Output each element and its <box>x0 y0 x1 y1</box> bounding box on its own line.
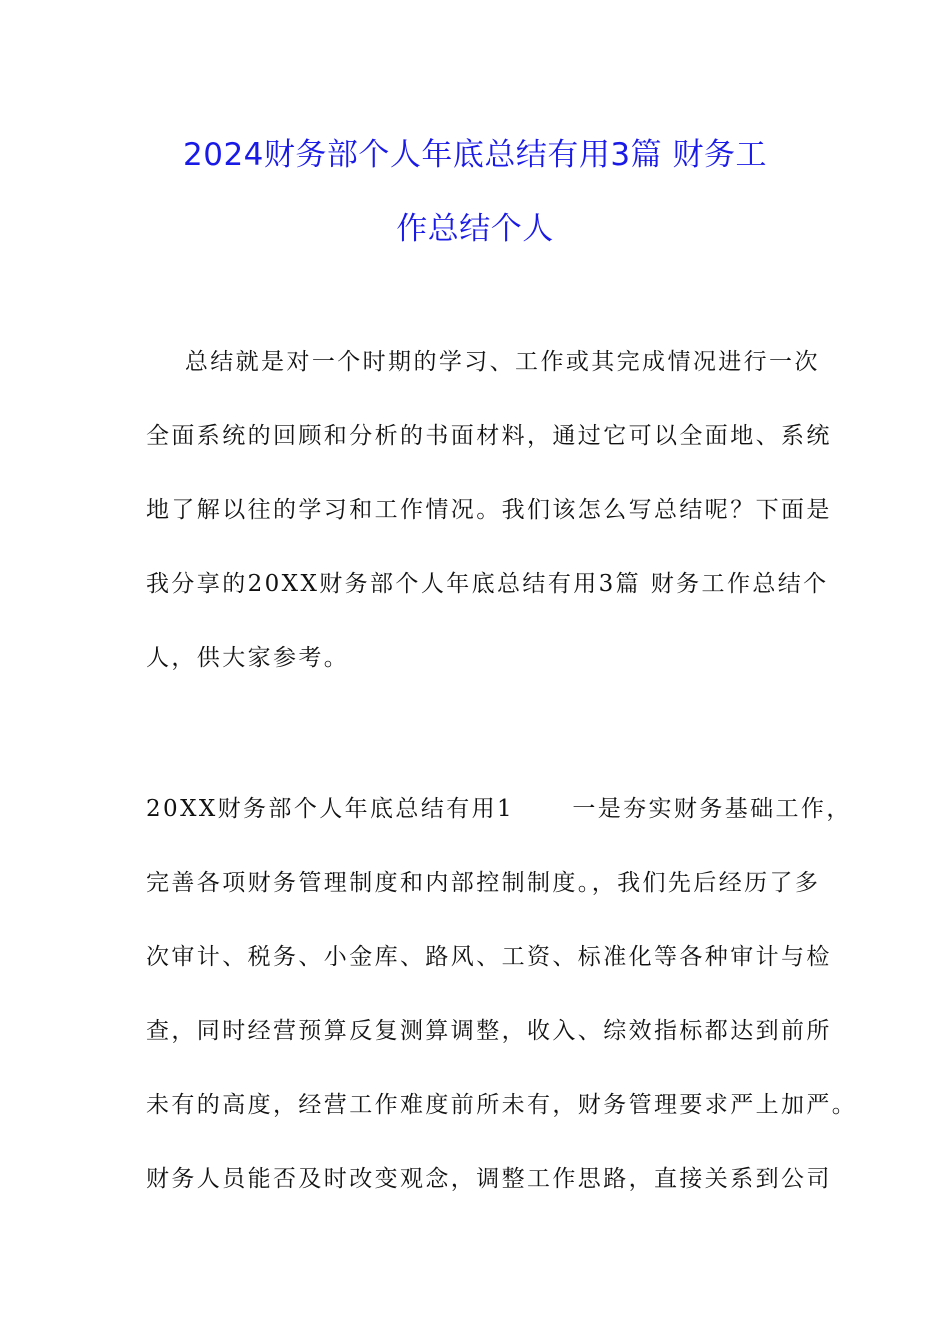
section-paragraph-line: 完善各项财务管理制度和内部控制制度。，我们先后经历了多 <box>146 870 821 896</box>
section-paragraph-line: 次审计、税务、小金库、路风、工资、标准化等各种审计与检 <box>146 944 832 970</box>
section-paragraph-line: 查，同时经营预算反复测算调整，收入、综效指标都达到前所 <box>146 1018 832 1044</box>
intro-paragraph-line: 我分享的20XX财务部个人年底总结有用3篇 财务工作总结个 <box>146 571 829 597</box>
document-title-line-1: 2024财务部个人年底总结有用3篇 财务工 <box>183 137 767 173</box>
intro-paragraph-line: 全面系统的回顾和分析的书面材料，通过它可以全面地、系统 <box>146 423 832 449</box>
intro-paragraph-line: 人，供大家参考。 <box>146 645 350 671</box>
intro-paragraph-line: 总结就是对一个时期的学习、工作或其完成情况进行一次 <box>146 349 820 375</box>
section-paragraph-line: 财务人员能否及时改变观念，调整工作思路，直接关系到公司 <box>146 1166 832 1192</box>
intro-paragraph-line: 地了解以往的学习和工作情况。我们该怎么写总结呢？下面是 <box>146 497 832 523</box>
section-paragraph-line: 未有的高度，经营工作难度前所未有，财务管理要求严上加严。 <box>146 1092 858 1118</box>
document-title-line-2: 作总结个人 <box>396 211 554 247</box>
section-paragraph-line: 20XX财务部个人年底总结有用1 一是夯实财务基础工作， <box>146 796 852 822</box>
